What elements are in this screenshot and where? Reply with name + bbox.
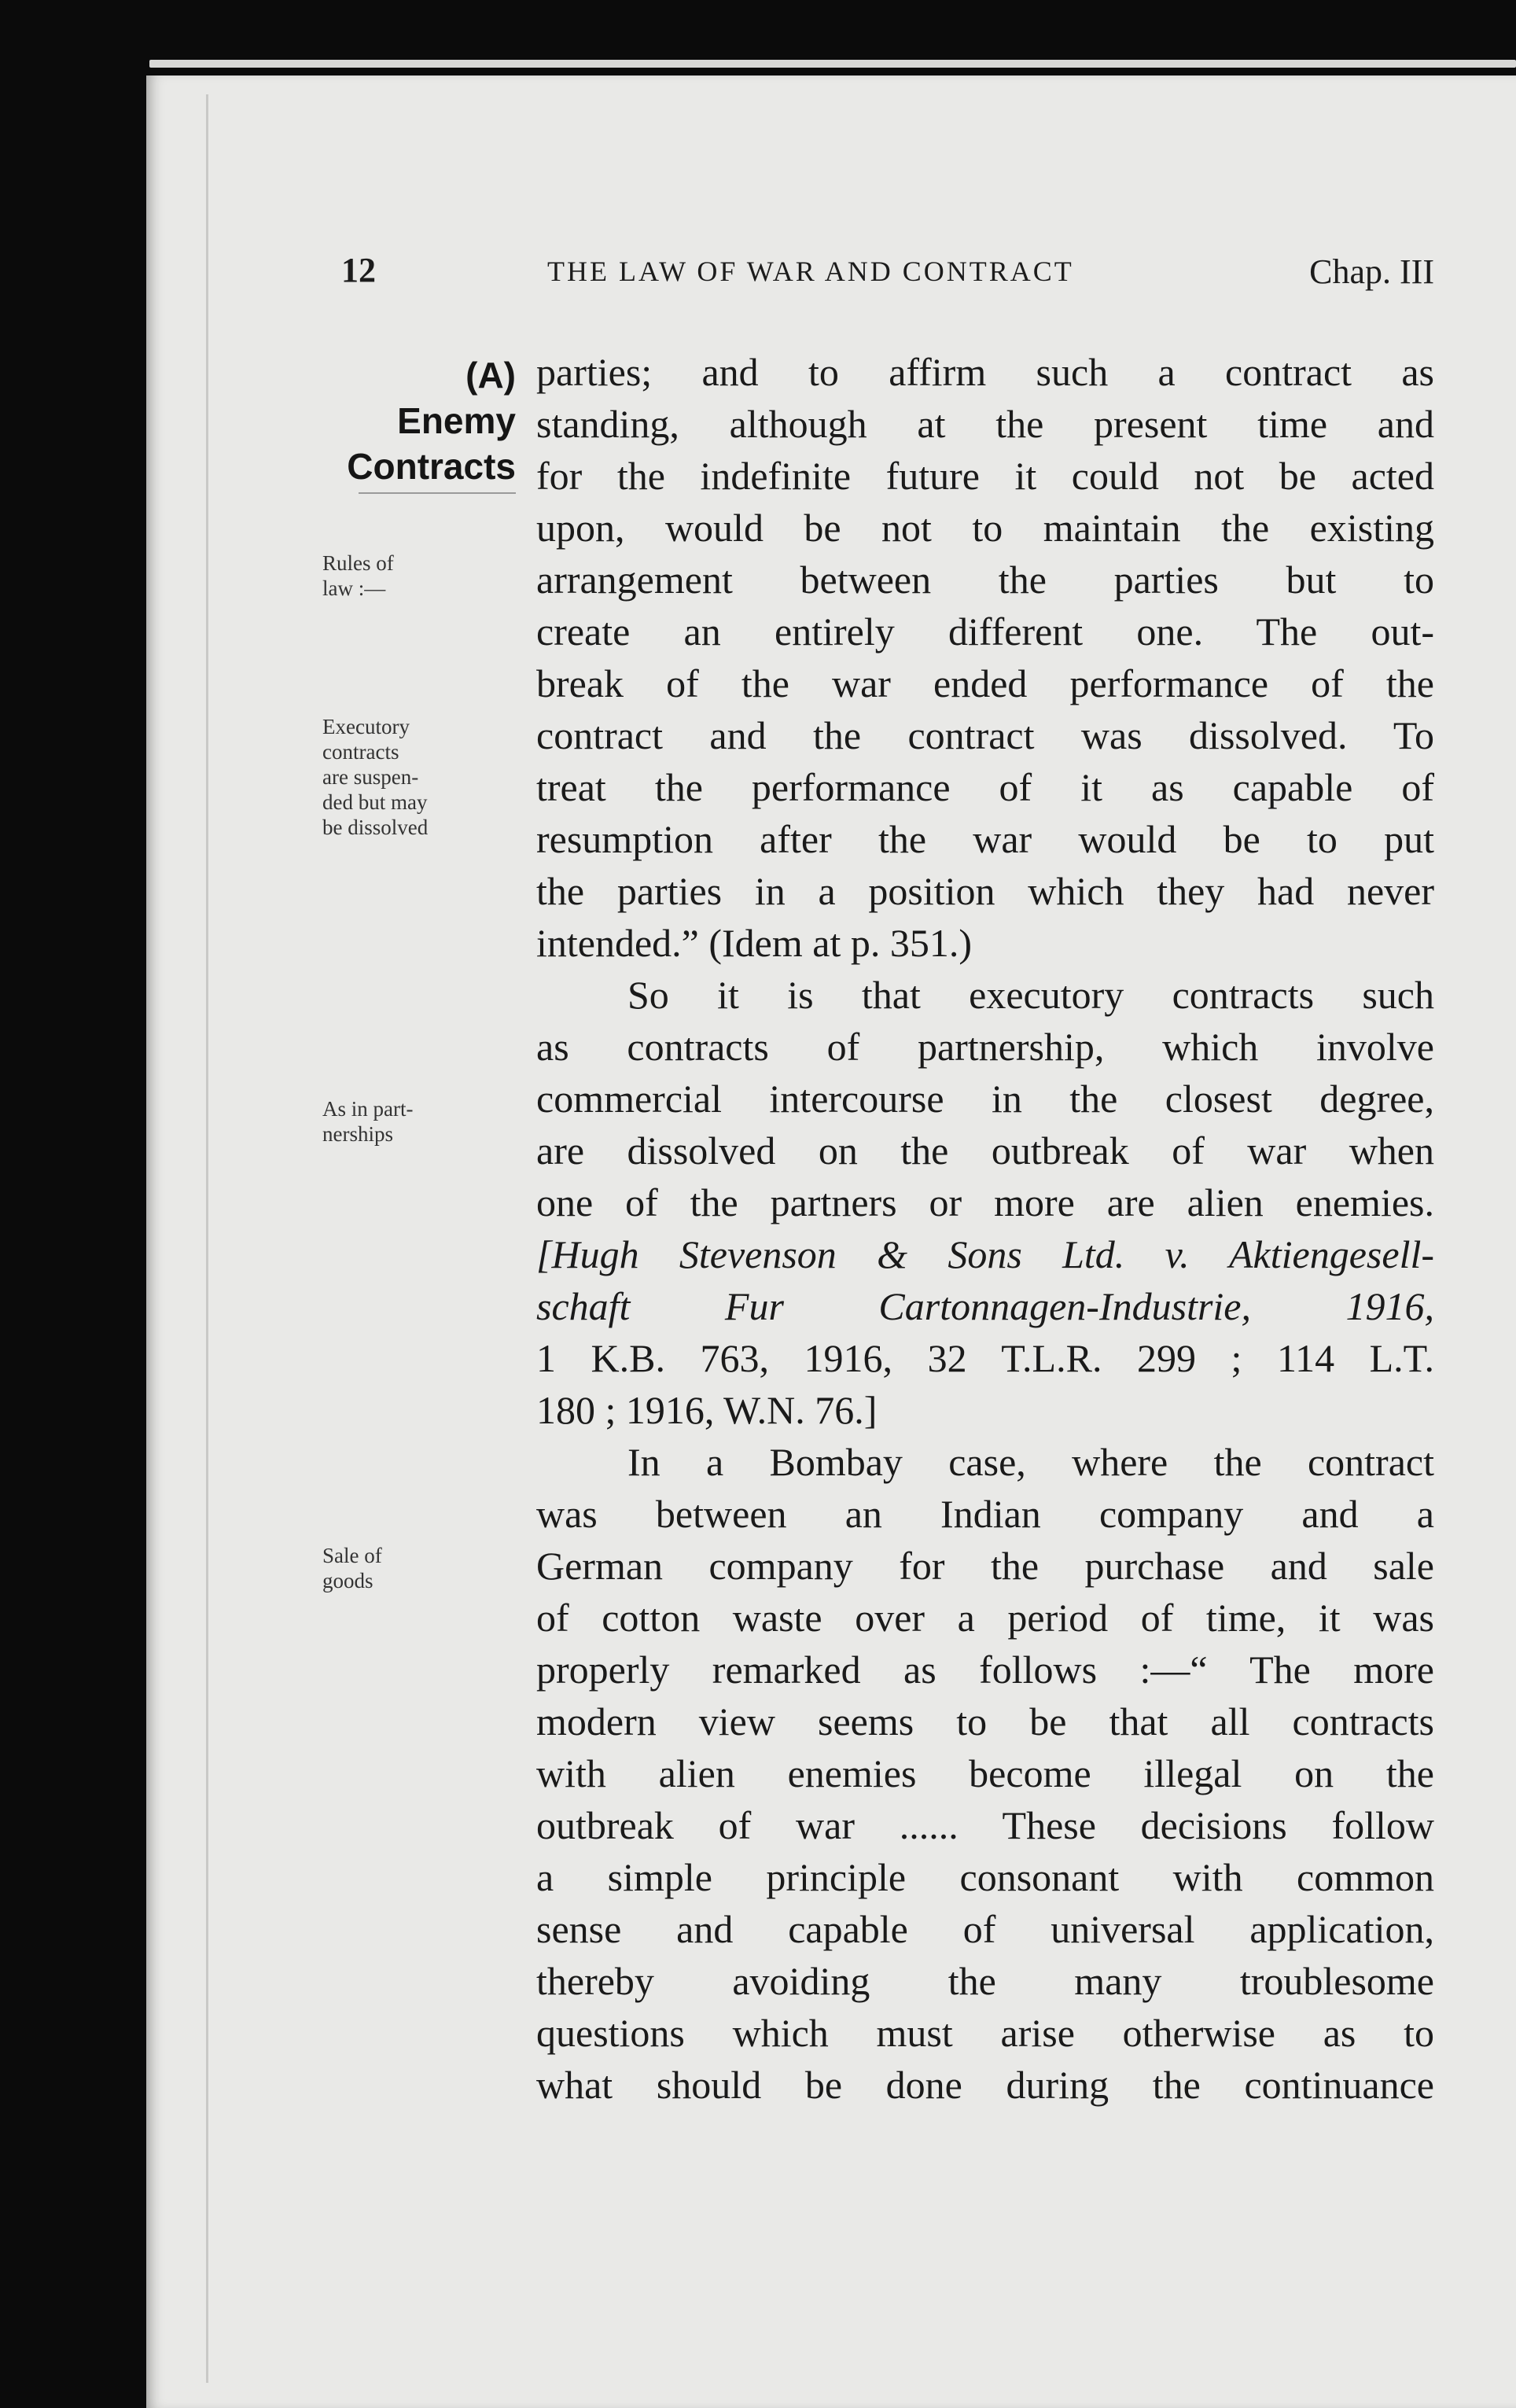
text-line: as contracts of partnership, which involve [536, 1025, 1434, 1069]
text-line: the parties in a position which they had never [536, 869, 1434, 913]
paragraph-3 [536, 1436, 1434, 2111]
margin-note-line: As in part- [322, 1097, 414, 1121]
citation-line: 180 ; 1916, W.N. 76.] [536, 1388, 878, 1432]
margin-note-line: be dissolved [322, 816, 429, 839]
page-header [341, 250, 1434, 297]
text-line: sense and capable of universal application, [536, 1907, 1434, 1951]
text-line: what should be done during the continuance [536, 2063, 1434, 2107]
page-number: 12 [341, 251, 376, 289]
text-line: standing, although at the present time and [536, 402, 1434, 446]
text-line: German company for the purchase and sale [536, 1544, 1434, 1588]
text-line: a simple principle consonant with common [536, 1855, 1434, 1899]
side-heading-rule [359, 492, 516, 494]
margin-note-line: nerships [322, 1122, 393, 1146]
citation-line: [Hugh Stevenson & Sons Ltd. v. Aktiengesell- [536, 1232, 1434, 1276]
text-line: contract and the contract was dissolved. To [536, 713, 1434, 757]
text-line: arrangement between the parties but to [536, 558, 1434, 602]
citation-line: 1 K.B. 763, 1916, 32 T.L.R. 299 ; 114 L.T. [536, 1336, 1434, 1380]
margin-note-sale [322, 1543, 527, 1593]
text-line: modern view seems to be that all contracts [536, 1699, 1434, 1743]
text-line: So it is that executory contracts such [627, 973, 1434, 1017]
text-line: In a Bombay case, where the contract [627, 1440, 1434, 1484]
text-line: treat the performance of it as capable of [536, 765, 1434, 809]
text-line: are dissolved on the outbreak of war when [536, 1129, 1434, 1173]
margin-note-line: Rules of [322, 551, 394, 575]
side-heading [330, 352, 516, 494]
citation-line: schaft Fur Cartonnagen-Industrie, 1916, [536, 1284, 1434, 1328]
text-line: commercial intercourse in the closest degree, [536, 1077, 1434, 1121]
text-line: resumption after the war would be to put [536, 817, 1434, 861]
text-line: upon, would be not to maintain the existing [536, 506, 1434, 550]
running-title: THE LAW OF WAR AND CONTRACT [547, 256, 1074, 287]
text-line: was between an Indian company and a [536, 1492, 1434, 1536]
side-heading-line: Enemy [397, 400, 516, 441]
text-line: of cotton waste over a period of time, it was [536, 1596, 1434, 1640]
side-heading-line: Contracts [347, 446, 516, 487]
margin-note-line: Executory [322, 715, 410, 738]
paragraph-2 [536, 969, 1434, 1436]
margin-note-line: ded but may [322, 790, 428, 814]
margin-note-executory [322, 714, 527, 840]
margin-note-line: contracts [322, 740, 399, 764]
body-text [536, 346, 1434, 2111]
text-line: one of the partners or more are alien enemies. [536, 1180, 1434, 1224]
text-line: for the indefinite future it could not be acted [536, 454, 1434, 498]
text-line: with alien enemies become illegal on the [536, 1751, 1434, 1795]
text-line: parties; and to affirm such a contract as [536, 350, 1434, 394]
side-heading-line: (A) [465, 355, 516, 396]
paragraph-1 [536, 346, 1434, 969]
text-line: intended.” (Idem at p. 351.) [536, 921, 972, 965]
margin-note-line: goods [322, 1569, 373, 1592]
text-line: create an entirely different one. The out- [536, 609, 1434, 654]
text-line: outbreak of war ...... These decisions follow [536, 1803, 1434, 1847]
margin-note-line: law :— [322, 576, 386, 600]
text-line: break of the war ended performance of the [536, 661, 1434, 705]
text-line: questions which must arise otherwise as to [536, 2011, 1434, 2055]
margin-note-line: are suspen- [322, 765, 419, 789]
margin-note-line: Sale of [322, 1544, 382, 1567]
scan-top-edge [149, 60, 1516, 68]
text-line: properly remarked as follows :—“ The more [536, 1648, 1434, 1692]
margin-note-partnerships [322, 1096, 527, 1147]
margin-note-rules [322, 550, 527, 601]
chapter-label: Chap. III [1309, 252, 1434, 291]
page-gutter-line [206, 94, 208, 2383]
text-line: thereby avoiding the many troublesome [536, 1959, 1434, 2003]
